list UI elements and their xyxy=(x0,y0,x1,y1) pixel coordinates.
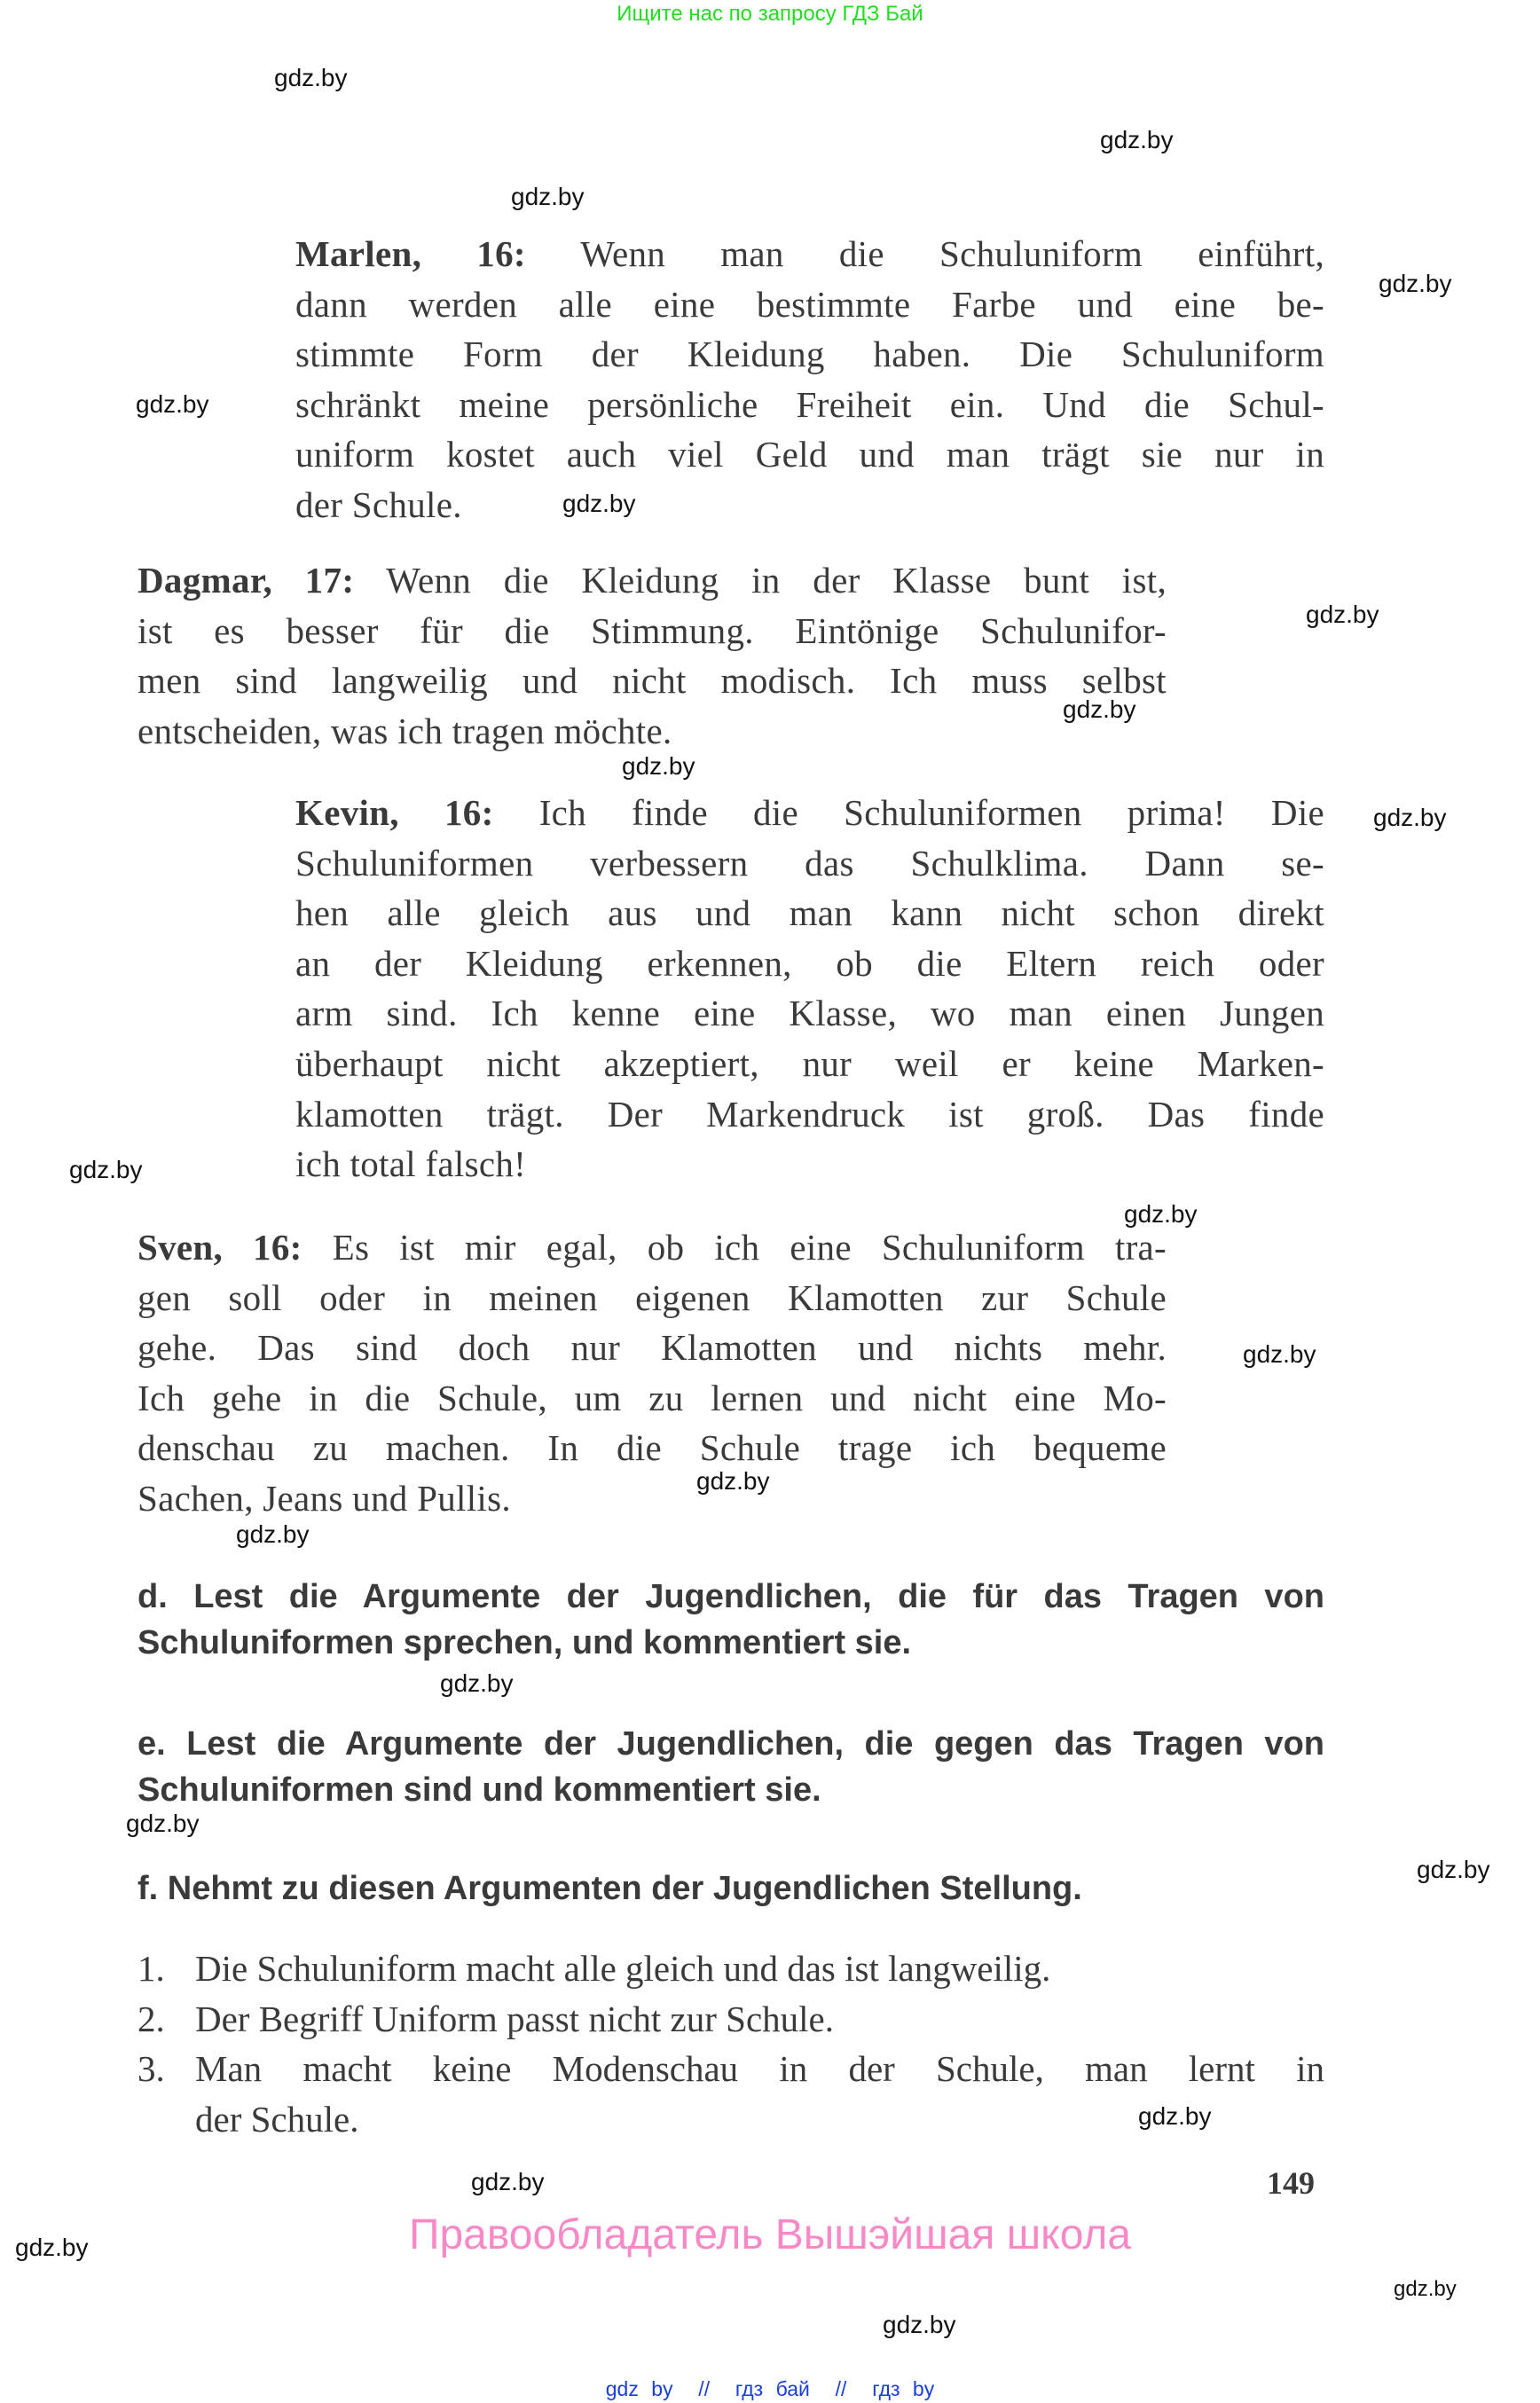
task-line: Schuluniformen sind und kommentiert sie. xyxy=(138,1771,821,1809)
watermark-text: gdz.by xyxy=(440,1669,514,1697)
watermark-text: gdz.by xyxy=(1373,804,1447,831)
statement-line: überhaupt nicht akzeptiert, nur weil er keine Marken- xyxy=(295,1042,1324,1084)
watermark-text: gdz.by xyxy=(511,183,585,210)
statement-line: entscheiden, was ich tragen möchte. xyxy=(138,710,672,751)
task-e xyxy=(138,1721,1324,1813)
list-text: Der Begriff Uniform passt nicht zur Schule. xyxy=(195,1998,834,2039)
statement-line: denschau zu machen. In die Schule trage ich bequeme xyxy=(138,1427,1167,1469)
statement-line: schränkt meine persönliche Freiheit ein. Und die Schul- xyxy=(295,383,1324,425)
page-number: 149 xyxy=(1267,2165,1315,2201)
speaker-name: Sven, 16: xyxy=(138,1227,302,1268)
list-number: 2. xyxy=(138,1998,165,2039)
statement-line: gehe. Das sind doch nur Klamotten und nichts mehr. xyxy=(138,1327,1167,1369)
statement-line: hen alle gleich aus und man kann nicht schon direkt xyxy=(295,892,1324,934)
task-f xyxy=(138,1865,1324,1912)
statement-line: men sind langweilig und nicht modisch. Ich muss selbst xyxy=(138,660,1167,702)
watermark-text: gdz.by xyxy=(1063,695,1136,723)
watermark-text: gdz.by xyxy=(696,1467,770,1495)
watermark-text: gdz.by xyxy=(1100,126,1174,153)
statement-line: arm sind. Ich kenne eine Klasse, wo man einen Jungen xyxy=(295,993,1324,1034)
argument-list xyxy=(138,1944,1324,2144)
copyright-notice: Правообладатель Вышэйшая школа xyxy=(408,2211,1132,2258)
statement-sven xyxy=(138,1222,1167,1524)
watermark-text: gdz.by xyxy=(622,752,695,780)
task-line: f. Nehmt zu diesen Argumenten der Jugendlichen Stellung. xyxy=(138,1870,1082,1907)
watermark-text: gdz.by xyxy=(1243,1340,1316,1368)
statement-line: Dagmar, 17: Wenn die Kleidung in der Klasse bunt ist, xyxy=(138,560,1167,601)
list-text: der Schule. xyxy=(195,2098,359,2140)
statement-line: dann werden alle eine bestimmte Farbe und eine be- xyxy=(295,283,1324,325)
watermark-text: gdz.by xyxy=(69,1156,143,1183)
watermark-text: gdz.by xyxy=(236,1520,310,1548)
statement-line: Ich gehe in die Schule, um zu lernen und nicht eine Mo- xyxy=(138,1377,1167,1418)
task-line: Schuluniformen sprechen, und kommentiert sie. xyxy=(138,1624,912,1661)
statement-line: der Schule. xyxy=(295,483,462,525)
watermark-text: gdz.by xyxy=(1417,1856,1490,1883)
watermark-text: gdz.by xyxy=(1124,1200,1198,1228)
list-item xyxy=(138,1944,1324,1994)
watermark-text: gdz.by xyxy=(1379,270,1452,297)
list-number: 3. xyxy=(138,2048,165,2090)
statement-line: uniform kostet auch viel Geld und man trägt sie nur in xyxy=(295,434,1324,475)
list-text: Die Schuluniform macht alle gleich und das ist langweilig. xyxy=(195,1948,1051,1989)
watermark-text: gdz.by xyxy=(126,1810,200,1837)
watermark-text: gdz.by xyxy=(15,2234,89,2261)
watermark-text: gdz.by xyxy=(1138,2102,1212,2130)
statement-line: ist es besser für die Stimmung. Eintönige Schulunifor- xyxy=(138,609,1167,651)
statement-kevin xyxy=(295,788,1324,1190)
statement-line: Schuluniformen verbessern das Schulklima. Dann se- xyxy=(295,842,1324,883)
watermark-text: gdz.by xyxy=(136,390,209,418)
watermark-text: gdz.by xyxy=(471,2168,545,2195)
speaker-name: Marlen, 16: xyxy=(295,233,526,274)
statement-dagmar xyxy=(138,555,1167,756)
statement-line: Sachen, Jeans und Pullis. xyxy=(138,1477,511,1519)
statement-line: Marlen, 16: Wenn man die Schuluniform einführt, xyxy=(295,233,1324,274)
watermark-text: gdz.by xyxy=(1306,601,1379,628)
list-item xyxy=(138,1994,1324,2045)
list-number: 1. xyxy=(138,1948,165,1989)
list-item xyxy=(138,2044,1324,2144)
statement-line: Kevin, 16: Ich finde die Schuluniformen prima! Die xyxy=(295,792,1325,833)
search-banner: Ищите нас по запросу ГДЗ Бай xyxy=(617,2,923,26)
statement-line: gen soll oder in meinen eigenen Klamotten zur Schule xyxy=(138,1276,1167,1318)
statement-marlen xyxy=(295,229,1324,530)
speaker-name: Kevin, 16: xyxy=(295,792,494,833)
statement-line: Sven, 16: Es ist mir egal, ob ich eine Schuluniform tra- xyxy=(138,1227,1167,1268)
statement-line: an der Kleidung erkennen, ob die Eltern reich oder xyxy=(295,942,1324,984)
footer-links[interactable]: gdz by // гдз бай // гдз by xyxy=(605,2377,935,2400)
statement-line: stimmte Form der Kleidung haben. Die Schuluniform xyxy=(295,334,1324,375)
watermark-text: gdz.by xyxy=(562,490,636,517)
watermark-text: gdz.by xyxy=(1394,2277,1457,2301)
task-d xyxy=(138,1574,1324,1666)
speaker-name: Dagmar, 17: xyxy=(138,560,355,601)
statement-line: ich total falsch! xyxy=(295,1143,527,1185)
watermark-text: gdz.by xyxy=(274,64,348,91)
watermark-text: gdz.by xyxy=(883,2311,956,2338)
statement-line: klamotten trägt. Der Markendruck ist groß. Das finde xyxy=(295,1093,1324,1135)
task-line: d. Lest die Argumente der Jugendlichen, die für das Tragen von xyxy=(138,1578,1324,1615)
task-line: e. Lest die Argumente der Jugendlichen, die gegen das Tragen von xyxy=(138,1725,1324,1763)
list-text: Man macht keine Modenschau in der Schule, man lernt in xyxy=(195,2048,1324,2090)
